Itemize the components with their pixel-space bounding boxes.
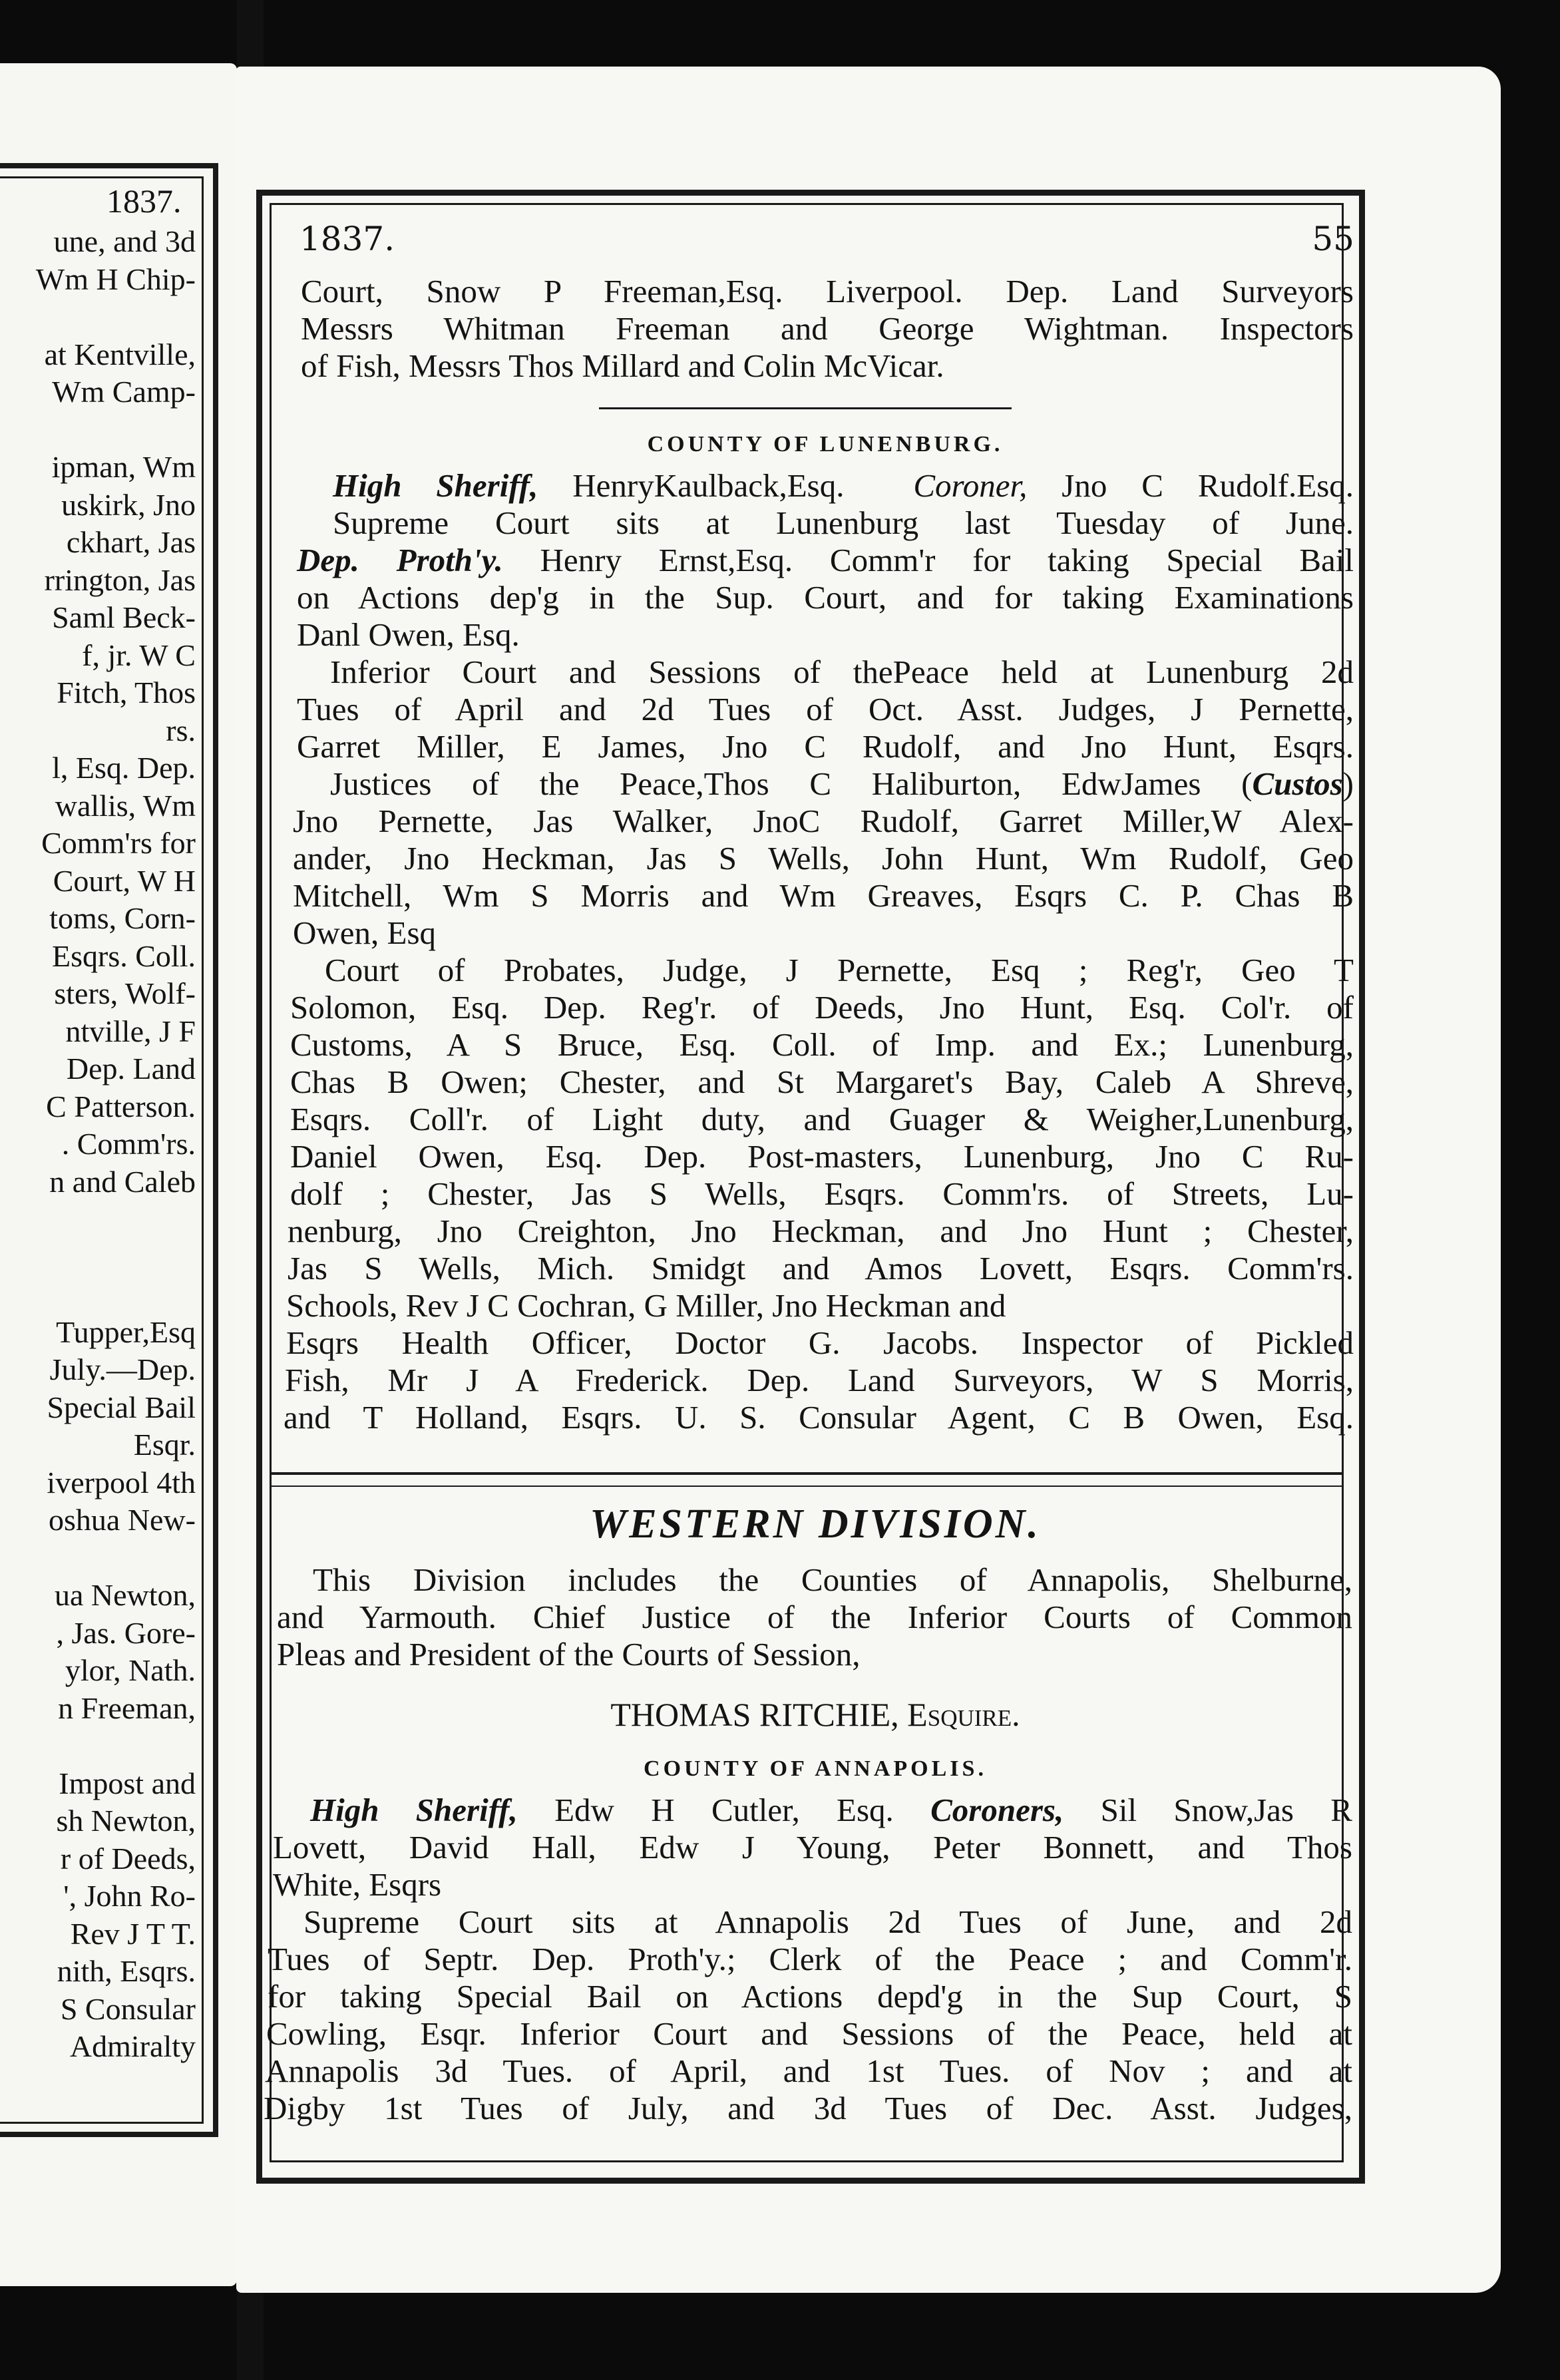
left-line: Dep. Land	[66, 1052, 196, 1086]
left-line: Wm Camp-	[52, 375, 196, 409]
lunenburg-proth-line	[297, 542, 1354, 579]
lunenburg-line: dolf ; Chester, Jas S Wells, Esqrs. Comm'rs. of Streets, Lu-	[290, 1175, 1354, 1212]
left-line: July.—Dep.	[49, 1352, 196, 1386]
left-line: C Patterson.	[46, 1089, 196, 1123]
annapolis-line: Tues of Septr. Dep. Proth'y.; Clerk of the Peace ; and Comm'r.	[268, 1941, 1352, 1977]
chief-justice-name: THOMAS RITCHIE, Esquire.	[610, 1696, 1020, 1733]
left-line: n and Caleb	[49, 1164, 196, 1199]
left-line: Court, W H	[53, 863, 196, 898]
left-line: rrington, Jas	[44, 562, 196, 597]
left-line: iverpool 4th	[47, 1465, 196, 1499]
left-line: Fitch, Thos	[57, 676, 196, 709]
left-line	[0, 1539, 196, 1577]
left-line: une, and 3d	[53, 224, 196, 258]
left-line: Esqrs. Coll.	[52, 938, 196, 973]
left-line: . Comm'rs.	[61, 1127, 196, 1161]
dep-proth-text: Henry Ernst,Esq. Comm'r for taking Special Bail	[502, 542, 1354, 578]
lunenburg-line: Mitchell, Wm S Morris and Wm Greaves, Esqrs C. P. Chas B	[293, 877, 1354, 914]
annapolis-line: Supreme Court sits at Annapolis 2d Tues of June, and 2d	[303, 1903, 1352, 1940]
left-line: Special Bail	[47, 1390, 196, 1424]
section-divider-thin	[272, 1486, 1343, 1487]
lunenburg-line: on Actions dep'g in the Sup. Court, and for taking Examinations	[297, 579, 1354, 616]
left-line: ipman, Wm	[51, 450, 196, 484]
custos-label: Custos	[1252, 765, 1343, 802]
left-line: Saml Beck-	[52, 600, 196, 634]
high-sheriff-name: Edw H Cutler, Esq.	[517, 1792, 931, 1828]
left-page-text	[0, 223, 196, 2066]
page-year: 1837.	[299, 220, 395, 258]
left-line: , Jas. Gore-	[56, 1615, 196, 1650]
left-line	[0, 1201, 196, 1239]
left-line: Tupper,Esq	[56, 1314, 196, 1349]
left-line: ylor, Nath.	[65, 1653, 196, 1687]
annapolis-line: White, Esqrs	[273, 1866, 442, 1903]
left-line: Wm H Chip-	[35, 262, 196, 296]
coroner-name: Jno C Rudolf.Esq.	[1027, 467, 1354, 504]
left-line: sh Newton,	[56, 1804, 196, 1838]
left-line: ckhart, Jas	[66, 525, 196, 559]
left-line: toms, Corn-	[49, 901, 196, 935]
lunenburg-line: Tues of April and 2d Tues of Oct. Asst. Judges, J Pernette,	[297, 691, 1354, 727]
annapolis-line: Digby 1st Tues of July, and 3d Tues of Dec. Asst. Judges,	[264, 2090, 1352, 2126]
left-line: ', John Ro-	[63, 1879, 196, 1913]
left-line: uskirk, Jno	[61, 487, 196, 522]
left-page-fragment	[0, 63, 237, 2286]
lunenburg-line: Esqrs Health Officer, Doctor G. Jacobs. Inspector of Pickled	[286, 1324, 1354, 1361]
annapolis-line: for taking Special Bail on Actions depd'g in the Sup Court, S	[268, 1978, 1352, 2015]
left-line	[0, 411, 196, 449]
left-line: Comm'rs for	[41, 826, 196, 860]
lunenburg-line: nenburg, Jno Creighton, Jno Heckman, and Jno Hunt ; Chester,	[288, 1213, 1354, 1249]
lunenburg-line: Solomon, Esq. Dep. Reg'r. of Deeds, Jno Hunt, Esq. Col'r. of	[290, 989, 1354, 1026]
annapolis-line: Lovett, David Hall, Edw J Young, Peter Bonnett, and Thos	[273, 1829, 1352, 1866]
high-sheriff-name: HenryKaulback,Esq.	[538, 467, 845, 504]
left-line: r of Deeds,	[60, 1841, 196, 1876]
justices-text: Justices of the Peace,Thos C Haliburton, EdwJames (	[330, 765, 1253, 802]
left-line	[0, 1276, 196, 1314]
lunenburg-line: Jas S Wells, Mich. Smidgt and Amos Lovett, Esqrs. Comm'rs.	[288, 1250, 1354, 1287]
justices-close: )	[1342, 765, 1354, 802]
lunenburg-line: Supreme Court sits at Lunenburg last Tuesday of June.	[333, 504, 1354, 541]
left-line: nith, Esqrs.	[57, 1954, 196, 1988]
intro-line: of Fish, Messrs Thos Millard and Colin McVicar.	[301, 347, 944, 384]
left-line: Impost and	[59, 1766, 196, 1800]
coroners-label: Coroners,	[930, 1792, 1064, 1828]
lunenburg-sheriff-line	[333, 467, 1354, 504]
left-line: l, Esq. Dep.	[52, 751, 196, 785]
high-sheriff-label: High Sheriff,	[310, 1792, 518, 1828]
county-heading-lunenburg: COUNTY OF LUNENBURG.	[647, 432, 1004, 457]
annapolis-line: Annapolis 3d Tues. of April, and 1st Tues. of Nov ; and at	[265, 2053, 1352, 2089]
left-line	[0, 298, 196, 336]
left-line	[0, 1727, 196, 1765]
intro-line: Court, Snow P Freeman,Esq. Liverpool. Dep. Land Surveyors	[301, 273, 1354, 309]
county-heading-annapolis: COUNTY OF ANNAPOLIS.	[644, 1756, 987, 1781]
lunenburg-line: Court of Probates, Judge, J Pernette, Esq ; Reg'r, Geo T	[325, 952, 1354, 988]
western-division-heading: WESTERN DIVISION.	[590, 1501, 1041, 1547]
left-line: Admiralty	[69, 2029, 196, 2063]
left-line: f, jr. W C	[82, 638, 196, 672]
left-line	[0, 1239, 196, 1277]
left-line: sters, Wolf-	[54, 976, 196, 1010]
left-line: Rev J T T.	[70, 1916, 196, 1951]
annapolis-line: Cowling, Esqr. Inferior Court and Sessions of the Peace, held at	[266, 2015, 1352, 2052]
running-head	[299, 220, 1354, 257]
page-number: 55	[1312, 220, 1354, 258]
left-line: Esqr.	[133, 1428, 196, 1462]
coroner-label: Coroner,	[913, 467, 1028, 504]
left-line: ntville, J F	[65, 1014, 196, 1048]
lunenburg-line: Esqrs. Coll'r. of Light duty, and Guager & Weigher,Lunenburg,	[290, 1101, 1354, 1137]
left-line: at Kentville,	[44, 337, 196, 371]
lunenburg-line: Schools, Rev J C Cochran, G Miller, Jno Heckman and	[286, 1287, 1006, 1324]
coroners-names: Sil Snow,Jas R	[1064, 1792, 1352, 1828]
lunenburg-line: and T Holland, Esqrs. U. S. Consular Agent, C B Owen, Esq.	[284, 1399, 1354, 1436]
lunenburg-line: Danl Owen, Esq.	[297, 616, 520, 653]
left-page-year: 1837.	[106, 182, 182, 220]
lunenburg-line: Daniel Owen, Esq. Dep. Post-masters, Lunenburg, Jno C Ru-	[290, 1138, 1354, 1175]
lunenburg-line: Jno Pernette, Jas Walker, JnoC Rudolf, Garret Miller,W Alex-	[293, 803, 1354, 839]
lunenburg-line: Inferior Court and Sessions of thePeace held at Lunenburg 2d	[330, 654, 1354, 690]
short-rule	[599, 407, 1012, 409]
intro-line: Messrs Whitman Freeman and George Wightman. Inspectors	[301, 310, 1354, 347]
western-line: This Division includes the Counties of Annapolis, Shelburne,	[313, 1561, 1352, 1598]
left-line: n Freeman,	[58, 1690, 196, 1725]
justices-line	[330, 765, 1354, 803]
western-line: and Yarmouth. Chief Justice of the Inferior Courts of Common	[277, 1599, 1352, 1635]
left-line: ua Newton,	[54, 1578, 196, 1612]
high-sheriff-label: High Sheriff,	[333, 467, 538, 504]
left-line: rs.	[166, 713, 196, 747]
lunenburg-line: ander, Jno Heckman, Jas S Wells, John Hunt, Wm Rudolf, Geo	[293, 840, 1354, 877]
lunenburg-line: Chas B Owen; Chester, and St Margaret's Bay, Caleb A Shreve,	[290, 1064, 1354, 1100]
section-divider	[272, 1472, 1343, 1475]
left-line: S Consular	[60, 1991, 196, 2026]
western-line: Pleas and President of the Courts of Session,	[277, 1636, 861, 1673]
left-line: wallis, Wm	[55, 788, 196, 823]
dep-proth-label: Dep. Proth'y.	[297, 542, 503, 578]
lunenburg-line: Customs, A S Bruce, Esq. Coll. of Imp. and Ex.; Lunenburg,	[290, 1026, 1354, 1063]
annapolis-sheriff-line	[310, 1792, 1352, 1829]
lunenburg-line: Owen, Esq	[293, 914, 437, 951]
left-line: oshua New-	[49, 1503, 196, 1537]
lunenburg-line: Garret Miller, E James, Jno C Rudolf, and Jno Hunt, Esqrs.	[297, 728, 1354, 765]
lunenburg-line: Fish, Mr J A Frederick. Dep. Land Surveyors, W S Morris,	[285, 1362, 1354, 1398]
